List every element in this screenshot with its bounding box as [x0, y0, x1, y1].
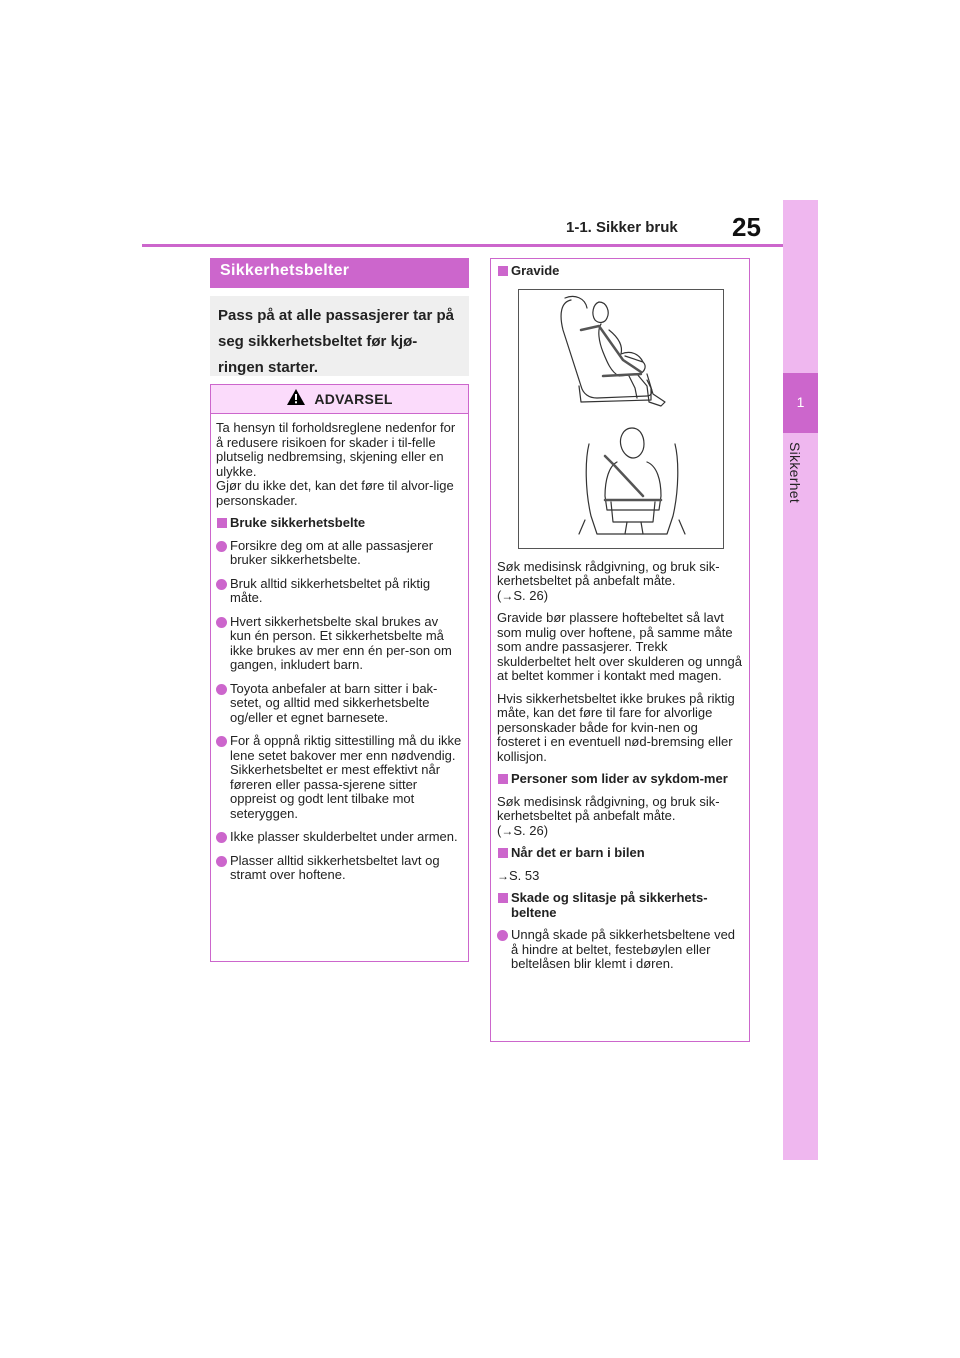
warning-bullet: Toyota anbefaler at barn sitter i bak-setet, og alltid med sikkerhetsbelte og/eller et egnet barnesete. [216, 682, 462, 726]
page-reference-link[interactable]: S. 26) [513, 822, 549, 838]
page-title: Sikkerhetsbelter [210, 258, 469, 288]
barn-reference [497, 869, 743, 884]
skade-bullet: Unngå skade på sikkerhetsbeltene ved å hindre at beltet, festebøylen eller beltelåsen blir klemt i døren. [497, 928, 743, 972]
arrow-right-icon: → [501, 588, 514, 603]
sykdom-advice: Søk medisinsk rådgivning, og bruk sik-kerhetsbeltet på anbefalt måte. [497, 793, 720, 823]
page-reference-link[interactable]: S. 26) [513, 587, 549, 603]
warning-box [210, 384, 469, 962]
warning-heading: Bruke sikkerhetsbelte [216, 516, 462, 531]
warning-body [211, 414, 468, 883]
chapter-label: Sikkerhet [787, 442, 803, 504]
section-title: 1-1. Sikker bruk [566, 219, 678, 236]
gravide-heading: Gravide [497, 264, 743, 279]
warning-intro: Ta hensyn til forholdsreglene nedenfor for å redusere risikoen for skader i til-felle plutselig nedbremsing, skjening eller en ulykke. Gjør du ikke det, kan det føre til alvor-lige personskader. [216, 420, 456, 508]
barn-heading: Når det er barn i bilen [497, 846, 743, 861]
gravide-paragraph: Gravide bør plassere hoftebeltet så lavt som mulig over hoftene, på samme måte som andre passasjerer. Trekk skulderbeltet helt over skulderen og unngå at beltet kommer i kontakt med magen. [497, 610, 742, 683]
arrow-right-icon: → [497, 868, 509, 883]
warning-bullet: Bruk alltid sikkerhetsbeltet på riktig måte. [216, 577, 462, 606]
gravide-advice: Søk medisinsk rådgivning, og bruk sik-kerhetsbeltet på anbefalt måte. [497, 558, 720, 588]
warning-header [211, 385, 468, 414]
warning-triangle-icon [286, 388, 306, 411]
gravide-paragraph: Hvis sikkerhetsbeltet ikke brukes på riktig måte, kan det føre til fare for alvorlige personskader både for kvin-nen og fosteret i en eventuell nød-bremsing eller kollisjon. [497, 690, 735, 764]
warning-bullet: Ikke plasser skulderbeltet under armen. [216, 830, 462, 845]
sykdom-text: Søk medisinsk rådgivning, og bruk sik-kerhetsbeltet på anbefalt måte. (→S. 26) [497, 793, 720, 838]
warning-bullet: Plasser alltid sikkerhetsbeltet lavt og stramt over hoftene. [216, 854, 462, 883]
pregnant-seatbelt-illustration [518, 289, 724, 549]
warning-bullet: For å oppnå riktig sittestilling må du ikke lene setet bakover mer enn nødvendig. Sikkerhetsbeltet er mest effektivt når føreren eller passa-sjerene sitter oppreist og godt lent tilbake mot seteryggen. [216, 734, 462, 821]
arrow-right-icon: → [501, 823, 514, 838]
page-number: 25 [732, 212, 761, 242]
skade-heading: Skade og slitasje på sikkerhets-beltene [497, 891, 743, 920]
chapter-number: 1 [796, 394, 805, 410]
info-box [490, 258, 750, 1042]
intro-text: Pass på at alle passasjerer tar på seg sikkerhetsbeltet før kjø-ringen starter. [210, 296, 469, 376]
side-tab-bar [783, 200, 818, 1160]
warning-bullet: Forsikre deg om at alle passasjerer bruker sikkerhetsbelte. [216, 539, 462, 568]
sykdom-heading: Personer som lider av sykdom-mer [497, 772, 743, 787]
page-reference-link[interactable]: S. 53 [509, 867, 540, 883]
header-divider [142, 244, 783, 247]
warning-bullet: Hvert sikkerhetsbelte skal brukes av kun én person. Et sikkerhetsbelte må ikke brukes av mer enn én per-son om gangen, inkludert barn. [216, 615, 462, 673]
warning-title: ADVARSEL [314, 391, 393, 407]
gravide-text: Søk medisinsk rådgivning, og bruk sik-kerhetsbeltet på anbefalt måte. (→S. 26) [497, 558, 720, 603]
